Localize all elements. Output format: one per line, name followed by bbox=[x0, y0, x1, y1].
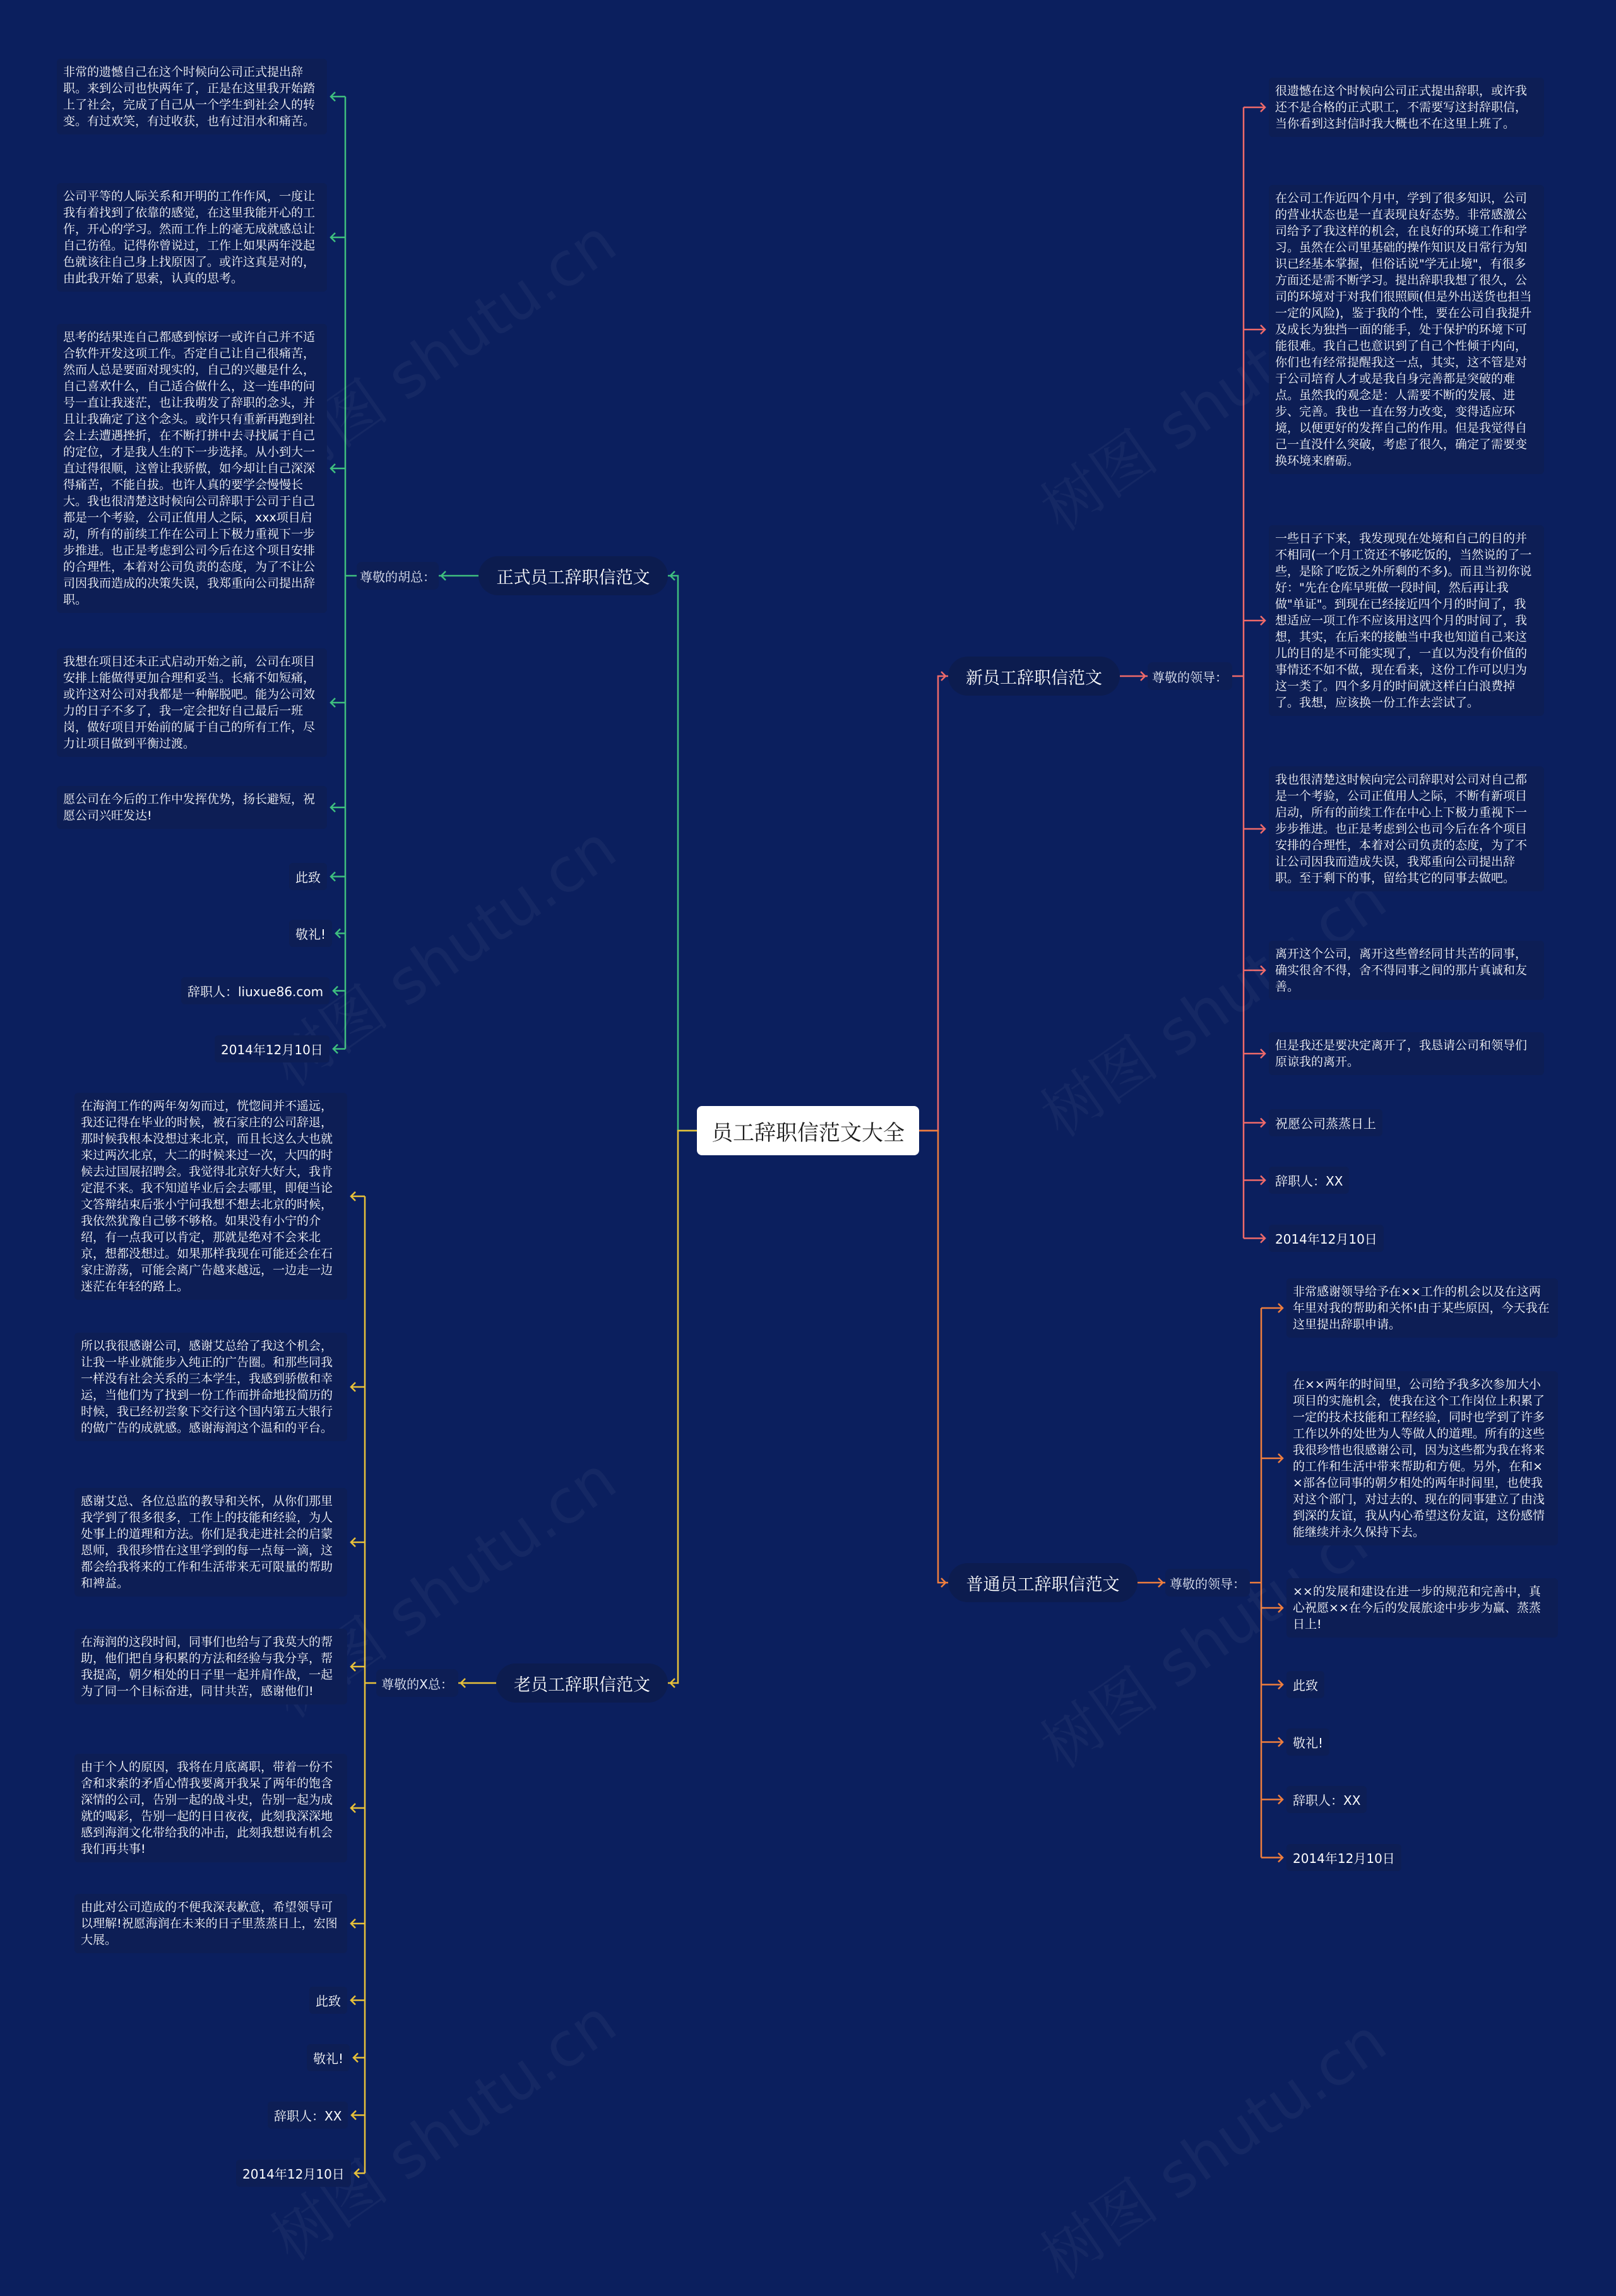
b3-leaf[interactable]: 一些日子下来，我发现现在处境和自己的目的并不相同(一个月工资还不够吃饭的，当然说的了一些，是除了吃饭之外所剩的不多)。而且当初你说好："先在仓库早班做一段时间，然后再让我做"单证"。到现在已经接近四个月的时间了，我想适应一项工作不应该用这四个月的时间了，我想，其实，在后来的接触当中我也知道自己来这儿的目的是不可能实现了，一直以为没有价值的事情还不如不做，现在看来，这份工作可以归为这一类了。四个多月的时间就这样白白浪费掉了。我想，应该换一份工作去尝试了。 bbox=[1269, 525, 1544, 716]
b2-leaf[interactable]: 2014年12月10日 bbox=[236, 2160, 351, 2187]
b2-leaf[interactable]: 在海润的这段时间，同事们也给与了我莫大的帮助，他们把自身积累的方法和经验与我分享，帮我提高，朝夕相处的日子里一起并肩作战，一起为了同一个目标奋进，同甘共苦，感谢他们! bbox=[74, 1629, 347, 1704]
b3-leaf[interactable]: 很遗憾在这个时候向公司正式提出辞职，或许我还不是合格的正式职工，不需要写这封辞职信，当你看到这封信时我大概也不在这里上班了。 bbox=[1269, 78, 1544, 137]
b1-leaf[interactable]: 我想在项目还未正式启动开始之前，公司在项目安排上能做得更加合理和妥当。长痛不如短痛，或许这对公司对我都是一种解脱吧。能为公司效力的日子不多了，我一定会把好自己最后一班岗，做好项目开始前的属于自己的所有工作，尽力让项目做到平衡过渡。 bbox=[57, 648, 327, 757]
b2-leaf[interactable]: 辞职人：XX bbox=[268, 2102, 348, 2129]
b3-leaf[interactable]: 但是我还是要决定离开了，我恳请公司和领导们原谅我的离开。 bbox=[1269, 1032, 1544, 1075]
b1-leaf[interactable]: 2014年12月10日 bbox=[215, 1035, 330, 1062]
root-branch-connector bbox=[919, 676, 948, 1131]
b4-leaf[interactable]: 在××两年的时间里，公司给予我多次参加大小项目的实施机会，使我在这个工作岗位上积累了一定的技术技能和工程经验，同时也学到了许多工作以外的处世为人等做人的道理。所有的这些我很珍惜也很感谢公司，因为这些都为我在将来的工作和生活中带来帮助和方便。另外，在和××部各位同事的朝夕相处的两年时间里，也使我对这个部门，对过去的、现在的同事建立了由浅到深的友谊，我从内心希望这份友谊，这份感情能继续并永久保持下去。 bbox=[1286, 1371, 1558, 1545]
branch-senior-employee[interactable]: 老员工辞职信范文 bbox=[496, 1663, 668, 1703]
b4-leaf[interactable]: 此致 bbox=[1286, 1671, 1324, 1698]
b3-leaf[interactable]: 我也很清楚这时候向完公司辞职对公司对自己都是一个考验，公司正值用人之际，不断有新项目启动，所有的前续工作在中心上下极力重视下一步步推进。也正是考虑到公也司今后在各个项目安排的合理性，本着对公司负责的态度，为了不让公司因我而造成失误，我郑重向公司提出辞职。至于剩下的事，留给其它的同事去做吧。 bbox=[1269, 766, 1544, 891]
b1-leaf[interactable]: 此致 bbox=[289, 863, 327, 890]
b3-leaf[interactable]: 在公司工作近四个月中，学到了很多知识，公司的营业状态也是一直表现良好态势。非常感激公司给予了我这样的机会，在良好的环境工作和学习。虽然在公司里基础的操作知识及日常行为知识已经基本掌握，但俗话说"学无止境"，有很多方面还是需不断学习。提出辞职我想了很久，公司的环境对于对我们很照顾(但是外出送货也担当一定的风险)，鉴于我的个性，要在公司自我提升及成长为独挡一面的能手，处于保护的环境下可能很难。我自己也意识到了自己个性倾于内向，你们也有经常提醒我这一点，其实，这不管是对于公司培育人才或是我自身完善都是突破的难点。虽然我的观念是：人需要不断的发展、进步、完善。我也一直在努力改变，变得适应环境，以便更好的发挥自己的作用。但是我觉得自己一直没什么突破，考虑了很久，确定了需要变换环境来磨砺。 bbox=[1269, 185, 1544, 474]
b2-leaf[interactable]: 在海润工作的两年匆匆而过，恍惚间并不遥远，我还记得在毕业的时候，被石家庄的公司辞退，那时候我根本没想过来北京，而且长这么大也就来过两次北京，大二的时候来过一次，大四的时候去过国展招聘会。我觉得北京好大好大，我肯定混不来。我不知道毕业后会去哪里，即便当论文答辩结束后张小宁问我想不想去北京的时候，我依然犹豫自己够不够格。如果没有小宁的介绍，有一点我可以肯定，那就是绝对不会来北京，想都没想过。如果那样我现在可能还会在石家庄游荡，可能会离广告越来越远，一边走一边迷茫在年轻的路上。 bbox=[74, 1093, 347, 1300]
root-branch-connector bbox=[919, 1131, 948, 1583]
branch-senior-employee-salutation[interactable]: 尊敬的X总： bbox=[376, 1669, 458, 1697]
b1-leaf[interactable]: 敬礼! bbox=[289, 920, 332, 947]
branch-formal-employee-salutation[interactable]: 尊敬的胡总： bbox=[357, 562, 439, 590]
b3-leaf[interactable]: 离开这个公司，离开这些曾经同甘共苦的同事，确实很舍不得，舍不得同事之间的那片真诚和友善。 bbox=[1269, 941, 1544, 1000]
b1-leaf[interactable]: 公司平等的人际关系和开明的工作作风，一度让我有着找到了依靠的感觉，在这里我能开心的工作，开心的学习。然而工作上的毫无成就感总让自己彷徨。记得你曾说过，工作上如果两年没起色就该往自己身上找原因了。或许这真是对的，由此我开始了思索，认真的思考。 bbox=[57, 183, 327, 292]
b2-leaf[interactable]: 所以我很感谢公司，感谢艾总给了我这个机会，让我一毕业就能步入纯正的广告圈。和那些同我一样没有社会关系的三本学生，我感到骄傲和幸运，当他们为了找到一份工作而拼命地投简历的时候，我已经初尝象下交行这个国内第五大银行的做广告的成就感。感谢海润这个温和的平台。 bbox=[74, 1333, 347, 1441]
b3-leaf[interactable]: 2014年12月10日 bbox=[1269, 1225, 1384, 1252]
b3-leaf[interactable]: 祝愿公司蒸蒸日上 bbox=[1269, 1109, 1382, 1136]
b2-leaf[interactable]: 此致 bbox=[309, 1987, 347, 2014]
b3-leaf[interactable]: 辞职人：XX bbox=[1269, 1167, 1349, 1194]
root-branch-connector bbox=[668, 576, 697, 1131]
b4-leaf[interactable]: 2014年12月10日 bbox=[1286, 1844, 1401, 1871]
b1-leaf[interactable]: 非常的遗憾自己在这个时候向公司正式提出辞职。来到公司也快两年了，正是在这里我开始踏上了社会，完成了自己从一个学生到社会人的转变。有过欢笑，有过收获，也有过泪水和痛苦。 bbox=[57, 59, 327, 134]
branch-new-employee-salutation[interactable]: 尊敬的领导： bbox=[1148, 662, 1232, 690]
root-node[interactable]: 员工辞职信范文大全 bbox=[697, 1106, 919, 1155]
b2-leaf[interactable]: 感谢艾总、各位总监的教导和关怀，从你们那里我学到了很多很多，工作上的技能和经验，为人处事上的道理和方法。你们是我走进社会的启蒙恩师，我很珍惜在这里学到的每一点每一滴，这都会给我将来的工作和生活带来无可限量的帮助和裨益。 bbox=[74, 1488, 347, 1597]
b2-leaf[interactable]: 敬礼! bbox=[307, 2044, 350, 2071]
b1-leaf[interactable]: 思考的结果连自己都感到惊讶一或许自己并不适合软件开发这项工作。否定自己让自己很痛苦，然而人总是要面对现实的，自己的兴趣是什么，自己喜欢什么，自己适合做什么，这一连串的问号一直让我迷茫，也让我萌发了辞职的念头，并且让我确定了这个念头。或许只有重新再跑到社会上去遭遇挫折，在不断打拼中去寻找属于自己的定位，才是我人生的下一步选择。从小到大一直过得很顺，这曾让我骄傲，如今却让自己深深得痛苦，不能自拔。也许人真的要学会慢慢长大。我也很清楚这时候向公司辞职于公司于自己都是一个考验，公司正值用人之际，xxx项目启动，所有的前续工作在公司上下极力重视下一步步推进。也正是考虑到公司今后在这个项目安排的合理性，本着对公司负责的态度，为了不让公司因我而造成的决策失误，我郑重向公司提出辞职。 bbox=[57, 324, 327, 613]
b4-leaf[interactable]: 敬礼! bbox=[1286, 1728, 1329, 1756]
branch-formal-employee[interactable]: 正式员工辞职信范文 bbox=[478, 556, 668, 595]
b4-leaf[interactable]: 辞职人：XX bbox=[1286, 1786, 1367, 1813]
b2-leaf[interactable]: 由此对公司造成的不便我深表歉意，希望领导可以理解!祝愿海润在未来的日子里蒸蒸日上，宏图大展。 bbox=[74, 1894, 347, 1953]
b2-leaf[interactable]: 由于个人的原因，我将在月底离职，带着一份不舍和求索的矛盾心情我要离开我呆了两年的饱含深情的公司，告别一起的战斗史，告别一起为成就的喝彩，告别一起的日日夜夜，此刻我深深地感到海润文化带给我的冲击，此刻我想说有机会我们再共事! bbox=[74, 1754, 347, 1862]
branch-new-employee[interactable]: 新员工辞职信范文 bbox=[948, 657, 1120, 696]
branch-regular-employee[interactable]: 普通员工辞职信范文 bbox=[948, 1563, 1138, 1602]
b4-leaf[interactable]: 非常感谢领导给予在××工作的机会以及在这两年里对我的帮助和关怀!由于某些原因，今天我在这里提出辞职申请。 bbox=[1286, 1278, 1558, 1338]
branch-regular-employee-salutation[interactable]: 尊敬的领导： bbox=[1165, 1569, 1250, 1597]
b1-leaf[interactable]: 辞职人：liuxue86.com bbox=[181, 977, 330, 1004]
root-branch-connector bbox=[668, 1131, 697, 1683]
b4-leaf[interactable]: ××的发展和建设在进一步的规范和完善中，真心祝愿××在今后的发展旅途中步步为赢、蒸蒸日上! bbox=[1286, 1578, 1558, 1638]
b1-leaf[interactable]: 愿公司在今后的工作中发挥优势，扬长避短，祝愿公司兴旺发达! bbox=[57, 786, 327, 829]
